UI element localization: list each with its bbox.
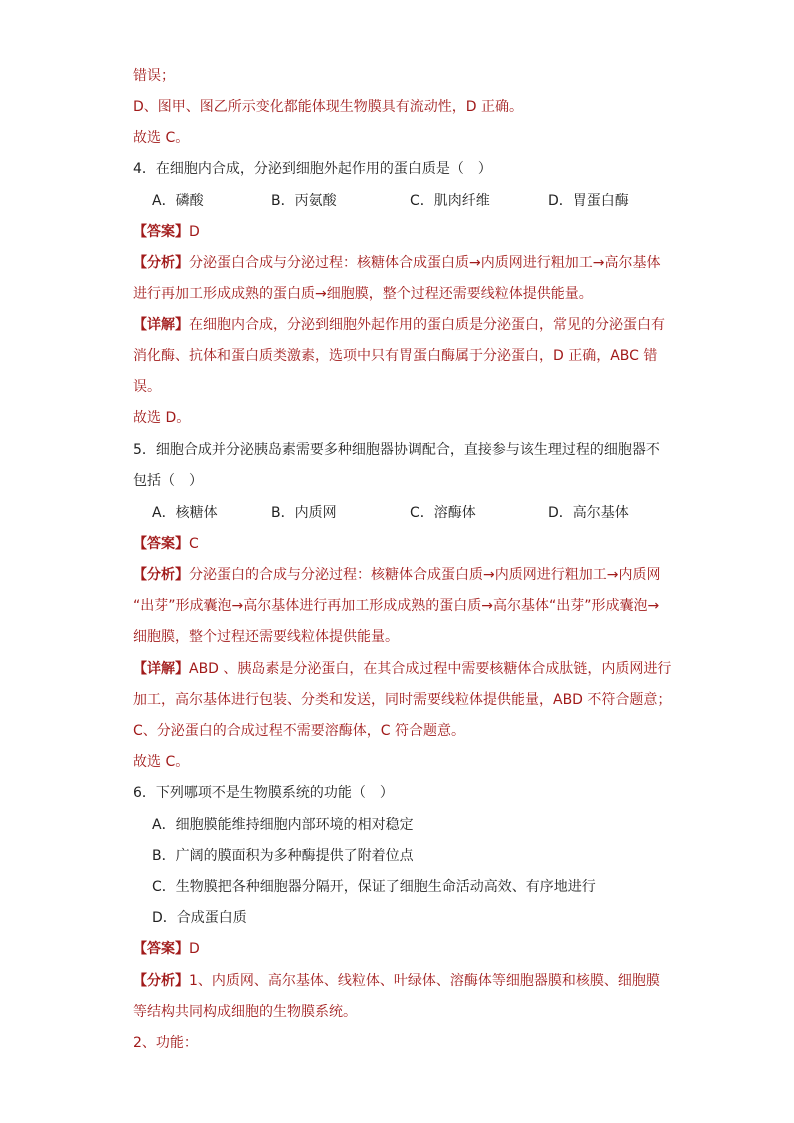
q5-detail-line-1: [133, 659, 671, 679]
analysis-tag: 【分析】: [133, 567, 189, 583]
analysis-text: 分泌蛋白的合成与分泌过程：核糖体合成蛋白质→内质网进行粗加工→内质网: [189, 567, 661, 583]
q4-detail-line-2: 消化酶、抗体和蛋白质类激素，选项中只有胃蛋白酶属于分泌蛋白，D 正确，ABC 错: [133, 348, 658, 364]
q5-choose: 故选 C。: [133, 754, 190, 770]
q6-option-c: C．生物膜把各种细胞器分隔开，保证了细胞生命活动高效、有序地进行: [152, 879, 596, 895]
q4-option-c: C．肌肉纤维: [410, 193, 490, 209]
text-line: D、图甲、图乙所示变化都能体现生物膜具有流动性，D 正确。: [133, 99, 524, 115]
q5-analysis-line-3: 细胞膜，整个过程还需要线粒体提供能量。: [133, 629, 399, 645]
q5-detail-line-2: 加工，高尔基体进行包装、分类和发送，同时需要线粒体提供能量，ABD 不符合题意；: [133, 692, 672, 708]
question-5-stem-line-2: 包括（ ）: [133, 473, 203, 489]
analysis-text: 1、内质网、高尔基体、线粒体、叶绿体、溶酶体等细胞器膜和核膜、细胞膜: [189, 973, 660, 989]
q5-analysis-line-2: “出芽”形成囊泡→高尔基体进行再加工形成成熟的蛋白质→高尔基体“出芽”形成囊泡→: [133, 598, 660, 614]
q6-answer: [133, 939, 200, 959]
q4-answer: [133, 222, 200, 242]
analysis-text: 分泌蛋白合成与分泌过程：核糖体合成蛋白质→内质网进行粗加工→高尔基体: [189, 255, 661, 271]
q6-option-a: A．细胞膜能维持细胞内部环境的相对稳定: [152, 817, 414, 833]
q5-detail-line-3: C、分泌蛋白的合成过程不需要溶酶体，C 符合题意。: [133, 723, 465, 739]
question-4-stem: 4．在细胞内合成，分泌到细胞外起作用的蛋白质是（ ）: [133, 161, 492, 177]
q4-option-d: D．胃蛋白酶: [548, 193, 629, 209]
q4-option-b: B．丙氨酸: [271, 193, 337, 209]
detail-tag: 【详解】: [133, 661, 189, 677]
q6-analysis-line-2: 等结构共同构成细胞的生物膜系统。: [133, 1004, 357, 1020]
q6-option-b: B．广阔的膜面积为多种酶提供了附着位点: [152, 848, 414, 864]
q5-option-d: D．高尔基体: [548, 505, 629, 521]
q6-option-d: D．合成蛋白质: [152, 910, 247, 926]
detail-tag: 【详解】: [133, 317, 189, 333]
analysis-tag: 【分析】: [133, 255, 189, 271]
question-5-stem-line-1: 5．细胞合成并分泌胰岛素需要多种细胞器协调配合，直接参与该生理过程的细胞器不: [133, 442, 660, 458]
answer-value: D: [189, 941, 200, 957]
q5-answer: [133, 534, 199, 554]
q4-analysis-line-1: [133, 253, 660, 273]
answer-value: C: [189, 536, 199, 552]
question-6-stem: 6．下列哪项不是生物膜系统的功能（ ）: [133, 785, 394, 801]
q5-option-c: C．溶酶体: [410, 505, 476, 521]
q4-detail-line-3: 误。: [133, 379, 161, 395]
q4-choose: 故选 D。: [133, 410, 191, 426]
q6-function-label: 2、功能：: [133, 1035, 198, 1051]
answer-tag: 【答案】: [133, 224, 189, 240]
answer-tag: 【答案】: [133, 941, 189, 957]
q4-option-a: A．磷酸: [152, 193, 204, 209]
answer-tag: 【答案】: [133, 536, 189, 552]
q5-analysis-line-1: [133, 565, 660, 585]
text-line: 故选 C。: [133, 130, 190, 146]
q5-option-a: A．核糖体: [152, 505, 218, 521]
detail-text: ABD 、胰岛素是分泌蛋白，在其合成过程中需要核糖体合成肽链，内质网进行: [189, 661, 672, 677]
text-line: 错误；: [133, 68, 175, 84]
q4-analysis-line-2: 进行再加工形成成熟的蛋白质→细胞膜，整个过程还需要线粒体提供能量。: [133, 286, 593, 302]
answer-value: D: [189, 224, 200, 240]
detail-text: 在细胞内合成，分泌到细胞外起作用的蛋白质是分泌蛋白，常见的分泌蛋白有: [189, 317, 665, 333]
q5-option-b: B．内质网: [271, 505, 337, 521]
q4-detail-line-1: [133, 315, 665, 335]
analysis-tag: 【分析】: [133, 973, 189, 989]
q6-analysis-line-1: [133, 971, 660, 991]
